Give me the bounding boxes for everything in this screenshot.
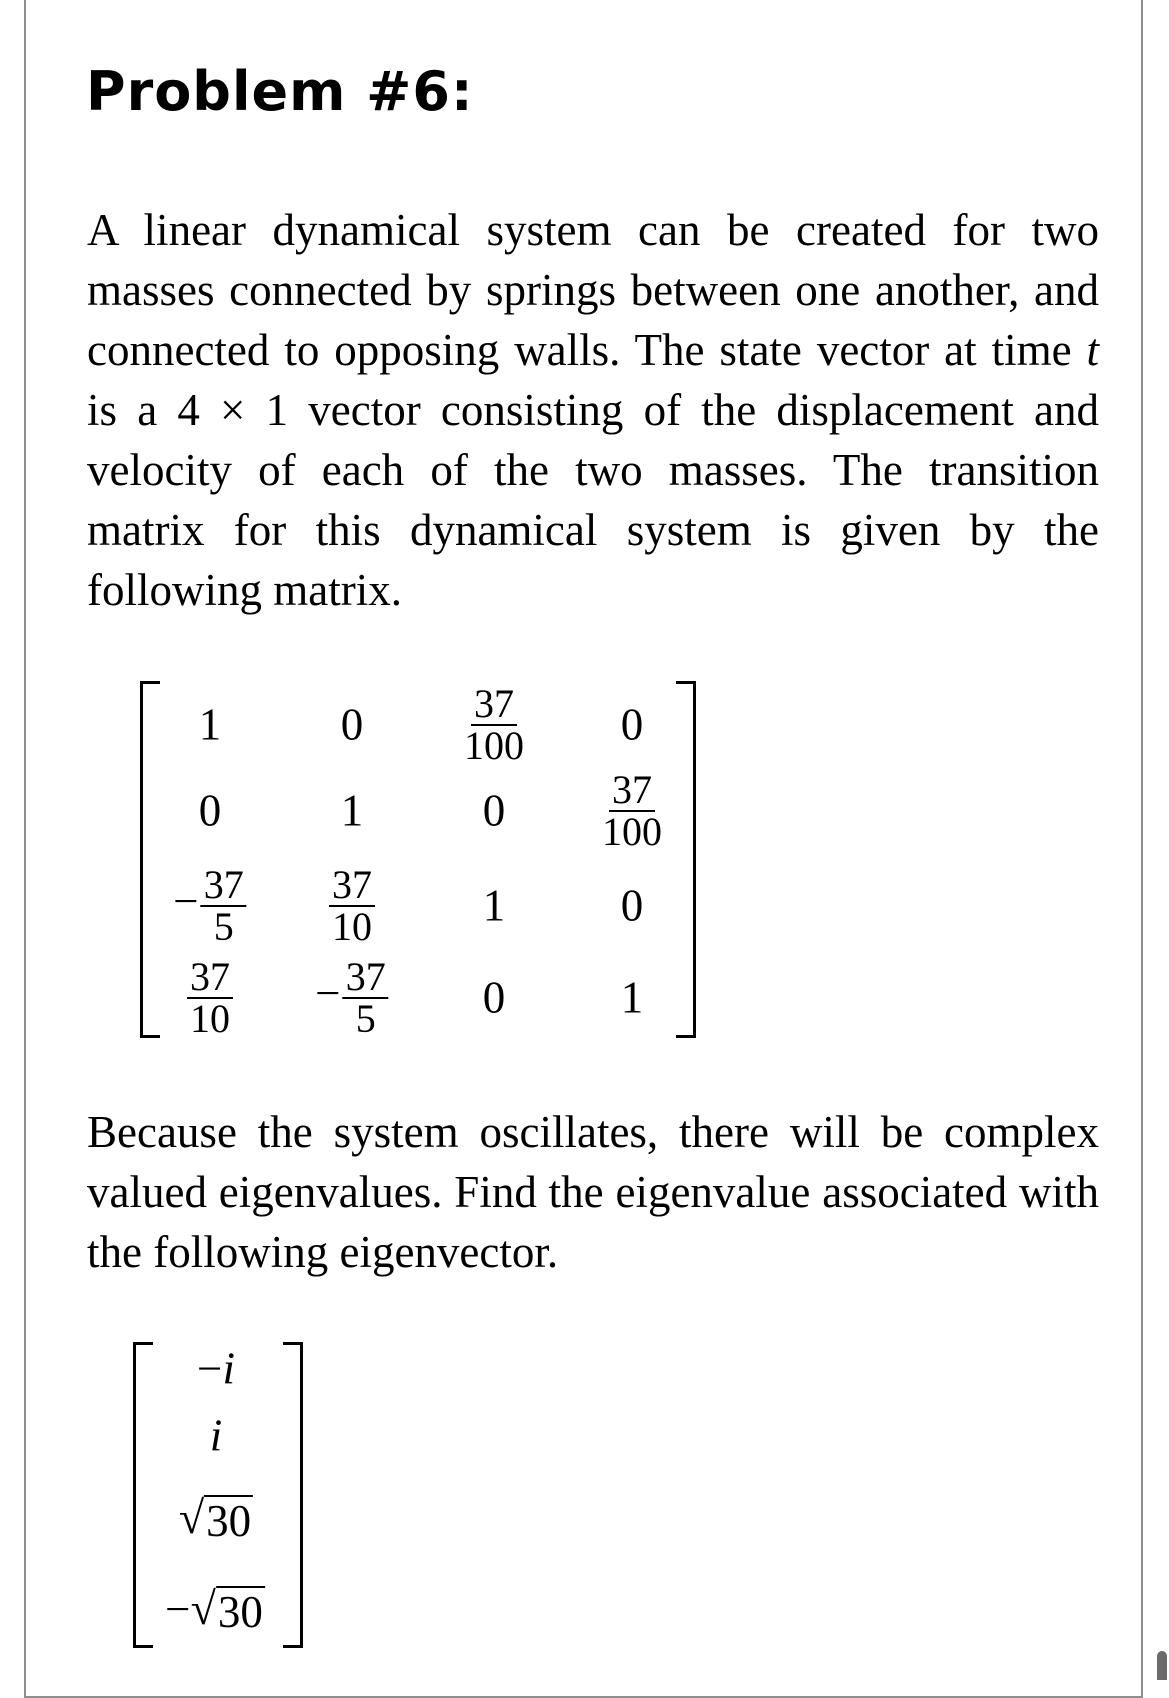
eigenvector-entry-3 bbox=[178, 1492, 253, 1546]
matrix-cell-r2-c3: 0 bbox=[482, 785, 506, 836]
matrix-cell-r2-c4 bbox=[599, 767, 665, 854]
intro-text-3: vector consisting of the displacement and velocity of each of the two masses. The transition matrix for this dynamical system is given by the following matrix. bbox=[87, 385, 1099, 615]
sqrt-symbol: √ 30 bbox=[190, 1583, 263, 1637]
eigenvector-entry-1: −i bbox=[197, 1343, 235, 1394]
fraction: $\frac{37}{5}$ bbox=[343, 957, 389, 1039]
intro-text-2: is a bbox=[87, 385, 178, 435]
matrix-cell-r3-c2 bbox=[329, 862, 375, 949]
sqrt-symbol: √ 30 bbox=[178, 1492, 252, 1546]
matrix-cell-r4-c2: − $\frac{37}{5}$ bbox=[315, 957, 388, 1039]
fraction: $\frac{37}{5}$ bbox=[201, 865, 247, 947]
scroll-indicator bbox=[1157, 1651, 1167, 1680]
matrix-cell-r1-c3 bbox=[461, 681, 527, 768]
matrix-cell-r4-c4: 1 bbox=[620, 972, 644, 1023]
fraction: $\frac{37}{100}$ bbox=[602, 767, 662, 854]
fraction: $\frac{37}{10}$ bbox=[329, 865, 375, 947]
matrix-cell-r3-c3: 1 bbox=[482, 880, 506, 931]
matrix-cell-r4-c1 bbox=[187, 954, 233, 1041]
fraction: $\frac{37}{100}$ bbox=[464, 681, 524, 768]
matrix-cell-r2-c1: 0 bbox=[198, 785, 222, 836]
matrix-right-bracket bbox=[676, 681, 696, 1038]
vector-right-bracket bbox=[283, 1342, 303, 1648]
eigenvector-entry-2: i bbox=[209, 1410, 223, 1461]
eigenvector-entry-4: − √ 30 bbox=[165, 1583, 263, 1637]
vector-left-bracket bbox=[133, 1342, 153, 1648]
matrix-left-bracket bbox=[140, 681, 160, 1038]
intro-text-1: A linear dynamical system can be created for two masses connected by springs between one another, and connected to opposing walls. The state vector at time bbox=[87, 205, 1099, 375]
matrix-cell-r2-c2: 1 bbox=[340, 785, 364, 836]
matrix-cell-r1-c1: 1 bbox=[198, 699, 222, 750]
matrix-cell-r4-c3: 0 bbox=[482, 972, 506, 1023]
matrix-cell-r1-c4: 0 bbox=[620, 699, 644, 750]
matrix-cell-r3-c1: − $\frac{37}{5}$ bbox=[173, 865, 246, 947]
question-text: Because the system oscillates, there will be complex valued eigenvalues. Find the eigenvalue associated with the following eigenvector. bbox=[87, 1107, 1099, 1277]
time-variable: t bbox=[1086, 325, 1099, 375]
fraction: $\frac{37}{10}$ bbox=[187, 957, 233, 1039]
matrix-cell-r1-c2: 0 bbox=[340, 699, 364, 750]
matrix-cell-r3-c4: 0 bbox=[620, 880, 644, 931]
problem-intro bbox=[87, 200, 1099, 620]
problem-title: Problem #6: bbox=[86, 60, 474, 123]
vector-dimensions: 4 × 1 bbox=[177, 385, 289, 435]
